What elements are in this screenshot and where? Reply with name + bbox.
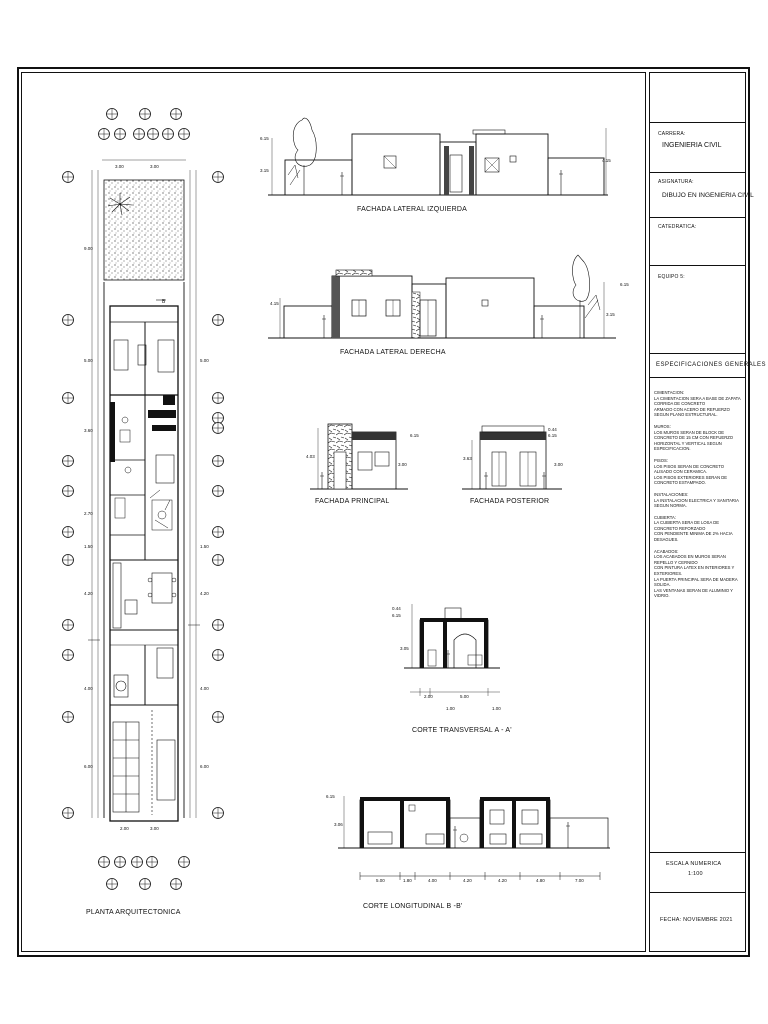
level-label: 3.05 (400, 646, 409, 651)
carrera-label: CARRERA: (658, 131, 686, 137)
dim-label: 4.20 (200, 591, 209, 596)
title-fachada-izquierda: FACHADA LATERAL IZQUIERDA (357, 206, 468, 213)
dim-label: 4.00 (428, 878, 437, 883)
especificaciones-title: ESPECIFICACIONES GENERALES (656, 362, 767, 368)
spec-line: INSTALACIONES: (654, 491, 689, 497)
spec-line: LOS MUROS SERAN DE BLOCK DE CONCRETO DE 15 CM CON REFUERZO (654, 429, 734, 441)
corte-longitudinal (338, 796, 610, 880)
level-label: 6.15 (548, 433, 557, 438)
spec-line: CON PINTURA LATEX EN INTERIORES Y EXTERIORES. (654, 565, 735, 577)
dim-label: 4.20 (498, 878, 507, 883)
garage-parking (113, 710, 175, 815)
level-label: 3.15 (260, 168, 269, 173)
level-label: 4.03 (306, 454, 315, 459)
corte-transversal (404, 604, 500, 696)
level-label: 3.00 (398, 462, 407, 467)
tb-asignatura (650, 173, 754, 218)
spec-line: ACABADOS: (654, 548, 679, 554)
tb-escala (650, 853, 745, 893)
level-label: 3.00 (554, 462, 563, 467)
spec-line: LOS PISOS EXTERIORES SERAN DE CONCRETO ESTAMPADO. (654, 474, 728, 486)
spec-line: LAS VENTANAS SERAN DE ALUMINIO Y VIDRIO. (654, 587, 733, 599)
title-fachada-posterior: FACHADA POSTERIOR (470, 498, 550, 505)
dim-label: 2.00 (120, 826, 129, 831)
fachada-lateral-izquierda (268, 118, 608, 195)
dim-label: 2.00 (424, 694, 433, 699)
tb-equipo (650, 266, 745, 354)
level-label: 0.44 (548, 427, 557, 432)
plan-axis-bottom (99, 857, 190, 890)
dim-label: 5.00 (460, 694, 469, 699)
level-label: 3.06 (334, 822, 343, 827)
tb-carrera (650, 123, 745, 173)
fachada-principal (310, 424, 408, 489)
spec-line: HORIZONTAL Y VERTICAL SEGUN ESPECIFICACION. (654, 440, 722, 452)
spec-line: PISOS: (654, 457, 668, 463)
spec-line: MUROS: (654, 423, 671, 429)
floor-plan (63, 109, 224, 890)
title-corte-b: CORTE LONGITUDINAL B -B' (363, 903, 463, 910)
equipo-label: EQUIPO 5: (658, 274, 685, 280)
dim-label: 3.00 (150, 164, 159, 169)
level-label: 6.15 (620, 282, 629, 287)
dim-label: 9.00 (84, 246, 93, 251)
level-label: 4.15 (602, 158, 611, 163)
title-corte-a: CORTE TRANSVERSAL A - A' (412, 727, 512, 734)
dim-label: 6.00 (200, 764, 209, 769)
dim-label: 3.00 (150, 826, 159, 831)
dim-label: 3.00 (115, 164, 124, 169)
spec-line: CIMENTACION: (654, 390, 685, 395)
level-label: 3.63 (463, 456, 472, 461)
spec-line: LA CIMENTACION SERA A BASE DE ZAPATA CORRIDA DE CONCRETO (654, 395, 741, 407)
spec-line: LA PUERTA PRINCIPAL SERA DE MADERA SOLIDA. (654, 576, 738, 588)
tb-specs (650, 378, 745, 853)
specs-list (654, 384, 741, 599)
dim-label: 1.00 (492, 706, 501, 711)
carrera-value: INGENIERIA CIVIL (662, 142, 722, 149)
level-label: 4.15 (270, 301, 279, 306)
dim-label: 5.00 (200, 358, 209, 363)
fachada-posterior (462, 426, 562, 489)
level-label: 6.15 (392, 613, 401, 618)
fecha-label: FECHA: NOVIEMBRE 2021 (660, 917, 733, 923)
spec-line: CUBIERTA: (654, 514, 676, 520)
dim-label: 1.80 (403, 878, 412, 883)
title-fachada-derecha: FACHADA LATERAL DERECHA (340, 349, 446, 356)
dim-label: 4.20 (84, 591, 93, 596)
dim-label: 1.50 (200, 544, 209, 549)
spec-line: LOS PISOS SERAN DE CONCRETO ALISADO CON CERAMICA. (654, 463, 724, 475)
dim-label: 4.80 (536, 878, 545, 883)
spec-line: LA CUBIERTA SERA DE LOSA DE CONCRETO REFORZADO (654, 520, 720, 531)
dim-label: 5.00 (376, 878, 385, 883)
svg-text:B: B (162, 299, 166, 305)
dim-label: 1.50 (84, 544, 93, 549)
dim-label: 5.00 (84, 358, 93, 363)
title-block (649, 72, 767, 952)
spec-line: LOS ACABADOS EN MUROS SERAN REPELLO Y CERNIDO (654, 554, 726, 565)
spec-line: LA INSTALACION ELECTRICA Y SANITARIA SEGUN NORMA. (654, 497, 739, 509)
level-label: 0.44 (392, 606, 401, 611)
spec-line: CON PENDIENTE MINIMA DE 2% HACIA DESAGUES. (654, 531, 733, 543)
title-fachada-principal: FACHADA PRINCIPAL (315, 498, 390, 505)
dim-label: 4.00 (84, 686, 93, 691)
level-label: 6.15 (260, 136, 269, 141)
title-planta: PLANTA ARQUITECTONICA (86, 909, 181, 916)
catedratica-label: CATEDRATICA: (658, 224, 697, 230)
level-label: 3.15 (606, 312, 615, 317)
asignatura-value: DIBUJO EN INGENIERIA CIVIL (662, 192, 754, 199)
tb-fecha (650, 893, 745, 951)
escala-value: 1:100 (688, 871, 703, 877)
dim-label: 1.00 (446, 706, 455, 711)
dim-label: 2.70 (84, 511, 93, 516)
dim-label: 7.00 (575, 878, 584, 883)
dim-label: 3.60 (84, 428, 93, 433)
tb-especificaciones-header (650, 354, 767, 378)
escala-label: ESCALA NUMERICA (666, 861, 722, 867)
level-label: 6.15 (410, 433, 419, 438)
dim-label: 4.00 (200, 686, 209, 691)
tb-catedratica (650, 218, 745, 266)
fachada-lateral-derecha (268, 255, 616, 338)
asignatura-label: ASIGNATURA: (658, 179, 694, 185)
tb-blank (650, 73, 745, 123)
plan-axis-top (99, 109, 190, 161)
spec-line: ARMADO CON ACERO DE REFUERZO SEGUN PLANO ESTRUCTURAL. (654, 406, 730, 418)
dim-label: 4.20 (463, 878, 472, 883)
dim-label: 6.00 (84, 764, 93, 769)
level-label: 6.15 (326, 794, 335, 799)
